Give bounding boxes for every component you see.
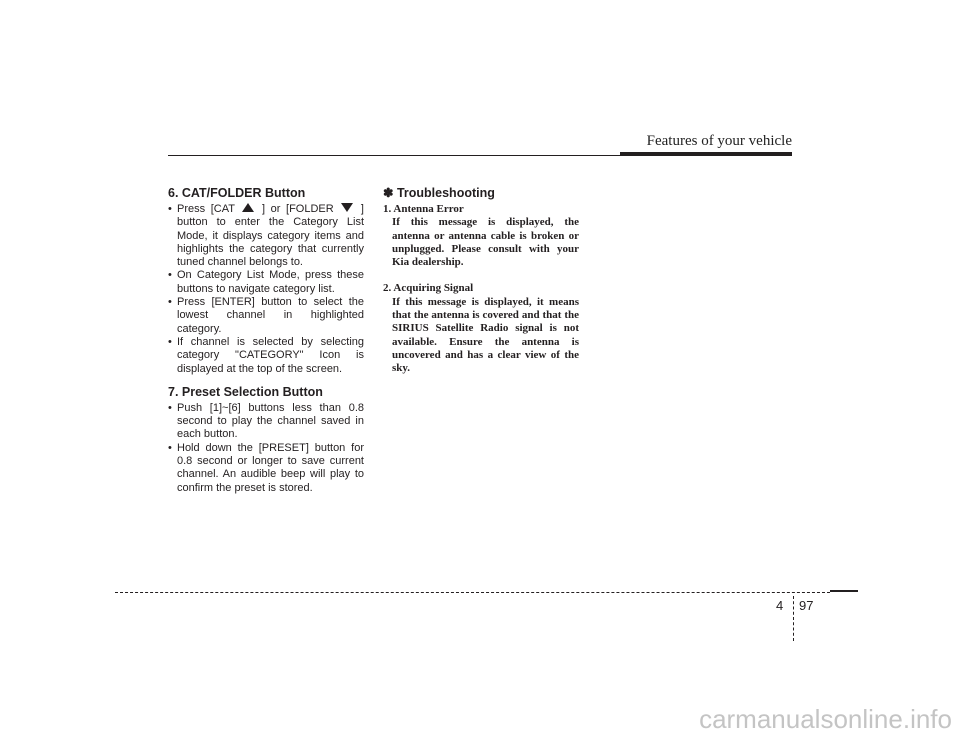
asterisk-icon: ✽ [383, 186, 394, 200]
bullet-text: If channel is selected by selecting category "CATEGORY" Icon is displayed at the top of the screen. [177, 335, 364, 375]
list-item [168, 296, 364, 336]
chapter-number: 4 [776, 598, 784, 613]
bullet-icon: • [168, 441, 172, 454]
bullet-text: On Category List Mode, press these buttons to navigate category list. [177, 269, 364, 295]
bullet-icon: • [168, 335, 172, 348]
section-heading-cat-folder: 6. CAT/FOLDER Button [168, 186, 306, 200]
trouble-item-body: If this message is displayed, the antenna or antenna cable is broken or unplugged. Please consult with your Kia dealership. [392, 216, 579, 269]
preset-bullet-list [168, 402, 364, 495]
triangle-up-icon [242, 203, 254, 212]
right-column [383, 185, 579, 389]
trouble-item-acquiring-signal [383, 282, 579, 375]
watermark-text: carmanualsonline.info [699, 704, 952, 734]
bullet-text: Push [1]~[6] buttons less than 0.8 second to play the channel saved in each button. [177, 401, 364, 441]
bullet-icon: • [168, 203, 172, 215]
bullet-icon: • [168, 269, 172, 282]
page-header-title: Features of your vehicle [646, 133, 792, 149]
header-rule [168, 155, 620, 156]
header-rule-accent [620, 152, 792, 156]
trouble-item-antenna-error [383, 203, 579, 269]
list-item [168, 203, 364, 269]
trouble-item-body: If this message is displayed, it means that the antenna is covered and that the SIRIUS Satellite Radio signal is not available. Ensure the antenna is uncovered and has a clear view of the sky. [392, 295, 579, 375]
troubleshooting-heading [383, 185, 579, 201]
bullet-text-part: ] button to enter the Category List Mode, it displays category items and highlights the category that currently tuned channel belongs to. [177, 203, 364, 269]
page-number: 97 [799, 598, 814, 613]
bullet-text: Hold down the [PRESET] button for 0.8 second or longer to save current channel. An audible beep will play to confirm the preset is stored. [177, 441, 364, 494]
cat-folder-bullet-list [168, 203, 364, 376]
list-item [168, 402, 364, 442]
trouble-item-title: 2. Acquiring Signal [383, 282, 474, 295]
troubleshooting-heading-text: Troubleshooting [396, 186, 495, 200]
section-heading-preset: 7. Preset Selection Button [168, 384, 323, 399]
bullet-text-part: Press [CAT [177, 203, 241, 215]
bullet-icon: • [168, 401, 172, 414]
trouble-item-title: 1. Antenna Error [383, 203, 464, 215]
list-item [168, 442, 364, 495]
bullet-text-part: ] or [FOLDER [256, 203, 340, 215]
left-column [168, 185, 364, 495]
footer-rule-accent [830, 590, 858, 592]
bullet-text: Press [ENTER] button to select the lowest channel in highlighted category. [177, 296, 364, 335]
triangle-down-icon [341, 203, 353, 212]
bullet-icon: • [168, 296, 172, 309]
list-item [168, 336, 364, 376]
footer-dashed-divider [793, 596, 794, 641]
list-item [168, 269, 364, 296]
footer-dashed-rule [115, 592, 830, 593]
